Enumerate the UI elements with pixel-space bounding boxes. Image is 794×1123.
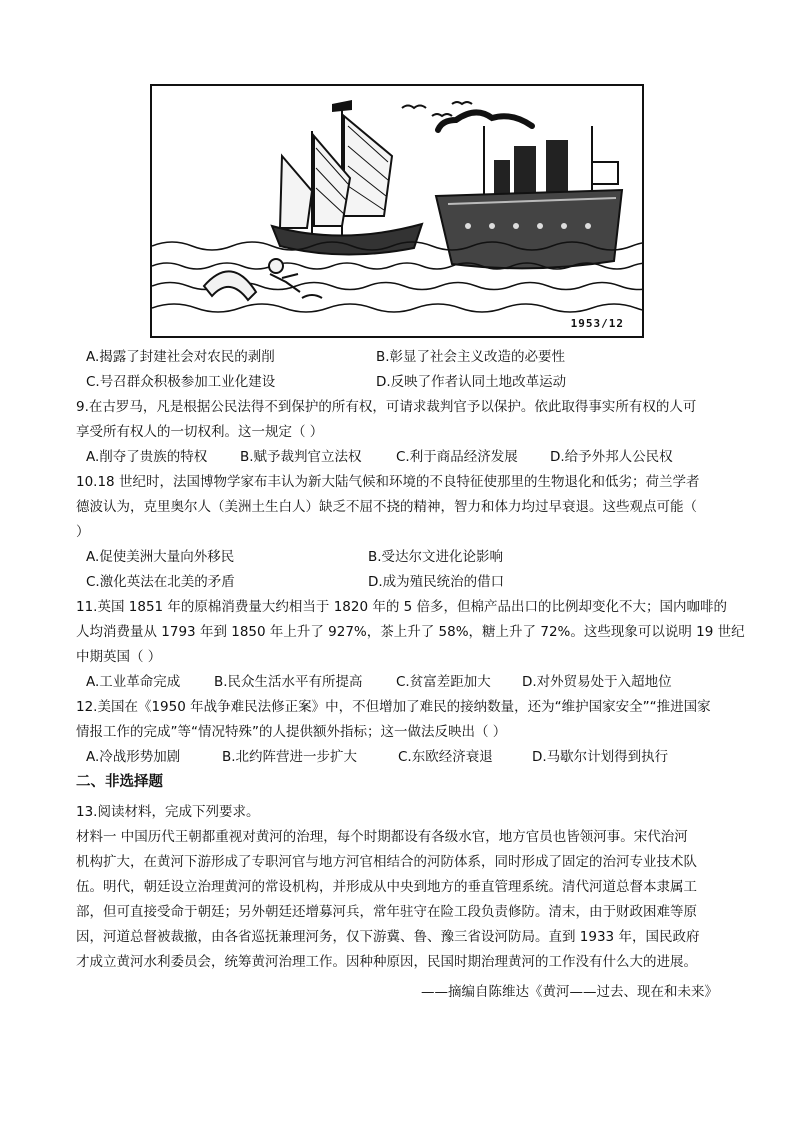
q11-option-c: C.贫富差距加大 — [396, 674, 491, 690]
q10-stem-line: 德波认为，克里奥尔人（美洲土生白人）缺乏不屈不挠的精神，智力和体力均过早衰退。这些观点可能（ — [76, 499, 697, 515]
q13-material-line: 部，但可直接受命于朝廷；另外朝廷还增募河兵，常年驻守在险工段负责修防。清末，由于财政困难等原 — [76, 904, 697, 920]
q10-option-c: C.激化英法在北美的矛盾 — [86, 574, 235, 590]
figure-date-label: 1953/12 — [570, 317, 624, 330]
bird-mark — [432, 114, 452, 116]
q11-option-b: B.民众生活水平有所提高 — [214, 674, 363, 690]
q12-option-a: A.冷战形势加剧 — [86, 749, 181, 765]
q12-stem-line: 情报工作的完成”等“情况特殊”的人提供额外指标；这一做法反映出（ ） — [76, 724, 507, 740]
q11-stem-line: 中期英国（ ） — [76, 649, 162, 665]
q8-option-c: C.号召群众积极参加工业化建设 — [86, 374, 276, 390]
q13-material-line: 伍。明代，朝廷设立治理黄河的常设机构，并形成从中央到地方的垂直管理系统。清代河道总督本隶属工 — [76, 879, 697, 895]
q11-stem-line: 11.英国 1851 年的原棉消费量大约相当于 1820 年的 5 倍多，但棉产品出口的比例却变化不大；国内咖啡的 — [76, 599, 728, 615]
section-heading: 二、非选择题 — [76, 774, 163, 790]
cartoon-illustration — [152, 86, 642, 336]
q9-option-d: D.给予外邦人公民权 — [550, 449, 673, 465]
q13-source-citation: ——摘编自陈维达《黄河——过去、现在和未来》 — [421, 984, 718, 1000]
q9-option-c: C.利于商品经济发展 — [396, 449, 518, 465]
q11-stem-line: 人均消费量从 1793 年到 1850 年上升了 927%，茶上升了 58%，糖上升了 72%。这些现象可以说明 19 世纪 — [76, 624, 745, 640]
q13-material-line: 材料一 中国历代王朝都重视对黄河的治理，每个时期都设有各级水官，地方官员也皆领河事。宋代治河 — [76, 829, 688, 845]
q9-option-b: B.赋予裁判官立法权 — [240, 449, 362, 465]
q10-option-d: D.成为殖民统治的借口 — [368, 574, 505, 590]
q13-material-line: 才成立黄河水利委员会，统筹黄河治理工作。因种种原因，民国时期治理黄河的工作没有什么大的进展。 — [76, 954, 697, 970]
q12-option-b: B.北约阵营进一步扩大 — [222, 749, 358, 765]
q12-option-d: D.马歇尔计划得到执行 — [532, 749, 669, 765]
q10-stem-line: 10.18 世纪时，法国博物学家布丰认为新大陆气候和环境的不良特征使那里的生物退化和低劣；荷兰学者 — [76, 474, 700, 490]
q9-stem-line: 享受所有权人的一切权利。这一规定（ ） — [76, 424, 324, 440]
bird-mark — [452, 102, 472, 104]
q9-stem-line: 9.在古罗马，凡是根据公民法得不到保护的所有权，可请求裁判官予以保护。依此取得事实所有权的人可 — [76, 399, 697, 415]
q13-material-line: 机构扩大，在黄河下游形成了专职河官与地方河官相结合的河防体系，同时形成了固定的治河专业技术队 — [76, 854, 697, 870]
steam-ship — [436, 112, 622, 268]
q12-stem-line: 12.美国在《1950 年战争难民法修正案》中，不但增加了难民的接纳数量，还为“维护国家安全”“推进国家 — [76, 699, 711, 715]
q11-option-d: D.对外贸易处于入超地位 — [522, 674, 672, 690]
small-boat — [204, 259, 322, 300]
q13-intro: 13.阅读材料，完成下列要求。 — [76, 804, 260, 820]
q13-material-line: 因，河道总督被裁撤，由各省巡抚兼理河务，仅下游冀、鲁、豫三省设河防局。直到 1933 年，国民政府 — [76, 929, 700, 945]
q11-option-a: A.工业革命完成 — [86, 674, 181, 690]
q8-option-a: A.揭露了封建社会对农民的剥削 — [86, 349, 275, 365]
cartoon-figure — [150, 84, 644, 338]
q12-option-c: C.东欧经济衰退 — [398, 749, 493, 765]
q10-stem-line: ） — [76, 524, 90, 540]
bird-mark — [402, 106, 426, 109]
q10-option-a: A.促使美洲大量向外移民 — [86, 549, 235, 565]
junk-ship — [272, 100, 422, 255]
q8-option-d: D.反映了作者认同土地改革运动 — [376, 374, 567, 390]
q10-option-b: B.受达尔文进化论影响 — [368, 549, 504, 565]
q8-option-b: B.彰显了社会主义改造的必要性 — [376, 349, 566, 365]
q9-option-a: A.削夺了贵族的特权 — [86, 449, 208, 465]
